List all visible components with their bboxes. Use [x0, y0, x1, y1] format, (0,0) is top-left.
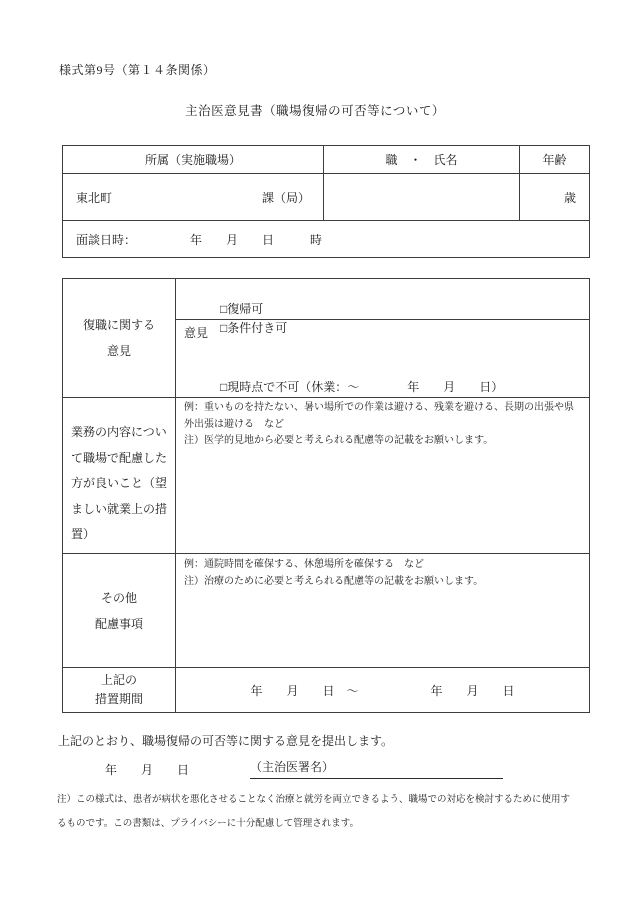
- submission-statement: 上記のとおり、職場復帰の可否等に関する意見を提出します。: [58, 734, 394, 748]
- note-text: 注）医学的見地から必要と考えられる配慮等の記載をお願いします。: [184, 435, 494, 446]
- checkbox-line-1: [184, 280, 581, 358]
- affiliation-suffix: 課（局）: [261, 190, 310, 205]
- checkbox-icon[interactable]: □: [220, 321, 228, 335]
- table-row: [63, 174, 589, 221]
- table-row: [63, 146, 589, 174]
- label-line: 意見: [106, 344, 131, 358]
- checkbox-icon[interactable]: □: [220, 301, 228, 316]
- affiliation-cell: [63, 174, 324, 220]
- option-label: 現時点で不可（休業：～: [227, 379, 360, 394]
- label-line: 配慮事項: [94, 616, 143, 631]
- table-row-work-considerations: [63, 398, 589, 554]
- period-date-blanks: 年 月 日 ～ 年 月 日: [250, 683, 515, 698]
- label-line: その他: [100, 590, 137, 605]
- other-considerations-content: [176, 554, 589, 667]
- footer-note: 注）この様式は、患者が病状を悪化させることなく治療と就労を両立できるよう、職場での対応を検討するために使用するものです。この書類は、プライバシーに十分配慮して管理されます。: [57, 795, 571, 829]
- signature-row: [62, 758, 590, 782]
- checkbox-icon[interactable]: □: [220, 379, 228, 394]
- option-return-ok[interactable]: [220, 302, 263, 316]
- label-line: 復職に関する: [82, 318, 155, 332]
- column-header-job-name: 職 ・ 氏名: [324, 146, 520, 173]
- signature-date-blanks: 年 月 日: [105, 763, 190, 777]
- column-header-affiliation: 所属（実施職場）: [63, 146, 324, 173]
- label-work-considerations: 業務の内容について職場で配慮した方が良いこと（望ましい就業上の措置）: [63, 398, 176, 553]
- table-row-return-opinion: [63, 279, 589, 398]
- opinion-field-label: 意見: [184, 326, 209, 340]
- table-row-other-considerations: [63, 554, 589, 668]
- option-label: 復帰可: [227, 301, 264, 316]
- label-measure-period: [63, 668, 176, 712]
- table-row: [63, 221, 589, 257]
- physician-signature-line: （主治医署名）: [250, 758, 503, 779]
- label-line: 上記の: [100, 673, 137, 687]
- interview-datetime-line: 面談日時： 年 月 日 時: [76, 232, 323, 247]
- option-label: 条件付き可: [227, 321, 288, 335]
- example-text: 例：重いものを持たない、暑い場所での作業は避ける、残業を避ける、長期の出張や県外出張は避ける など: [184, 402, 574, 430]
- return-opinion-content: [176, 279, 589, 397]
- example-text: 例：通院時間を確保する、休憩場所を確保する など: [184, 559, 424, 570]
- age-suffix: 歳: [563, 190, 576, 205]
- table-row-measure-period: [63, 668, 589, 712]
- affiliation-value: 東北町: [76, 190, 113, 205]
- job-name-blank-cell: [324, 174, 520, 220]
- work-considerations-content: [176, 398, 589, 553]
- label-return-opinion: [63, 279, 176, 397]
- form-number: 様式第9号（第１４条関係）: [59, 63, 216, 77]
- label-line: 措置期間: [94, 692, 143, 706]
- column-header-age: 年齢: [542, 153, 567, 167]
- note-text: 注）治療のために必要と考えられる配慮等の記載をお願いします。: [184, 575, 484, 587]
- info-table: [62, 145, 590, 258]
- measure-period-content: [176, 668, 589, 712]
- opinion-table: [62, 278, 590, 713]
- leave-date-blanks: 年 月 日）: [359, 379, 504, 394]
- label-other-considerations: [63, 554, 176, 667]
- option-not-possible[interactable]: [220, 380, 359, 394]
- page-title: 主治医意見書（職場復帰の可否等について）: [185, 104, 445, 118]
